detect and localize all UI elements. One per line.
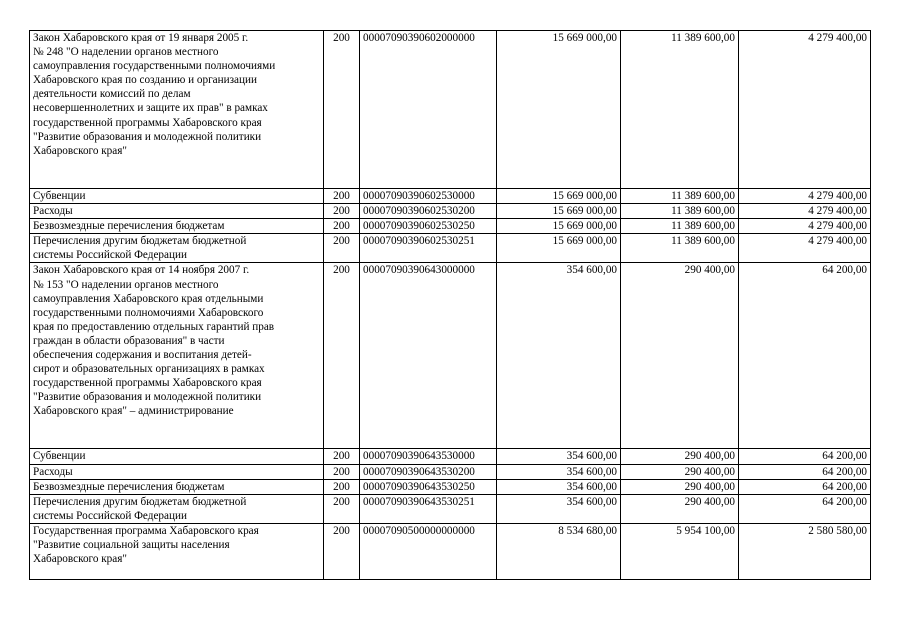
value-1: 15 669 000,00: [497, 234, 621, 263]
admin-code: 200: [324, 234, 360, 263]
classification-code: 00007090390643530200: [360, 464, 497, 479]
admin-code: 200: [324, 219, 360, 234]
value-3: 4 279 400,00: [739, 204, 871, 219]
admin-code: 200: [324, 523, 360, 579]
value-1: 354 600,00: [497, 464, 621, 479]
admin-code: 200: [324, 263, 360, 449]
budget-table: [29, 30, 871, 580]
value-2: 11 389 600,00: [621, 234, 739, 263]
table-row: [30, 464, 871, 479]
value-1: 15 669 000,00: [497, 31, 621, 189]
value-3: 4 279 400,00: [739, 31, 871, 189]
row-name: Субвенции: [30, 189, 324, 204]
admin-code: 200: [324, 449, 360, 464]
value-2: 11 389 600,00: [621, 204, 739, 219]
classification-code: 00007090390602530000: [360, 189, 497, 204]
row-name: Закон Хабаровского края от 19 января 2005 г. № 248 "О наделении органов местного самоуправления государственными полномочиями Хабаровского края по созданию и организации деятельности комиссий по делам несовершеннолетних и защите их прав" в рамках государственной программы Хабаровского края "Развитие образования и молодежной политики Хабаровского края": [30, 31, 324, 189]
admin-code: 200: [324, 31, 360, 189]
value-1: 354 600,00: [497, 263, 621, 449]
row-name: Закон Хабаровского края от 14 ноября 2007 г. № 153 "О наделении органов местного самоуправления Хабаровского края отдельными государственными полномочиями Хабаровского края по предоставлению отдельных гарантий прав граждан в области образования" в части обеспечения содержания и воспитания детей- сирот и образовательных организациях в рамках государственной программы Хабаровского края "Развитие образования и молодежной политики Хабаровского края" – администрирование: [30, 263, 324, 449]
admin-code: 200: [324, 204, 360, 219]
classification-code: 00007090390643530000: [360, 449, 497, 464]
value-2: 290 400,00: [621, 263, 739, 449]
row-name: Расходы: [30, 204, 324, 219]
classification-code: 00007090390643000000: [360, 263, 497, 449]
value-3: 64 200,00: [739, 263, 871, 449]
admin-code: 200: [324, 479, 360, 494]
value-2: 5 954 100,00: [621, 523, 739, 579]
admin-code: 200: [324, 464, 360, 479]
value-3: 4 279 400,00: [739, 189, 871, 204]
table-row: [30, 494, 871, 523]
value-1: 8 534 680,00: [497, 523, 621, 579]
admin-code: 200: [324, 494, 360, 523]
value-3: 64 200,00: [739, 494, 871, 523]
value-1: 354 600,00: [497, 449, 621, 464]
classification-code: 00007090390643530250: [360, 479, 497, 494]
value-2: 290 400,00: [621, 449, 739, 464]
table-row: [30, 449, 871, 464]
value-2: 11 389 600,00: [621, 31, 739, 189]
classification-code: 00007090500000000000: [360, 523, 497, 579]
value-3: 4 279 400,00: [739, 234, 871, 263]
table-row: [30, 189, 871, 204]
admin-code: 200: [324, 189, 360, 204]
value-2: 290 400,00: [621, 494, 739, 523]
classification-code: 00007090390602000000: [360, 31, 497, 189]
value-3: 64 200,00: [739, 479, 871, 494]
value-2: 11 389 600,00: [621, 219, 739, 234]
value-3: 4 279 400,00: [739, 219, 871, 234]
row-name: Государственная программа Хабаровского края "Развитие социальной защиты населения Хабаровского края": [30, 523, 324, 579]
classification-code: 00007090390643530251: [360, 494, 497, 523]
value-1: 354 600,00: [497, 479, 621, 494]
table-row: [30, 479, 871, 494]
value-2: 290 400,00: [621, 464, 739, 479]
value-3: 2 580 580,00: [739, 523, 871, 579]
value-1: 354 600,00: [497, 494, 621, 523]
row-name: Перечисления другим бюджетам бюджетной системы Российской Федерации: [30, 234, 324, 263]
value-3: 64 200,00: [739, 449, 871, 464]
value-2: 11 389 600,00: [621, 189, 739, 204]
value-3: 64 200,00: [739, 464, 871, 479]
table-row: [30, 234, 871, 263]
classification-code: 00007090390602530251: [360, 234, 497, 263]
value-1: 15 669 000,00: [497, 219, 621, 234]
classification-code: 00007090390602530200: [360, 204, 497, 219]
value-2: 290 400,00: [621, 479, 739, 494]
table-row: [30, 204, 871, 219]
row-name: Безвозмездные перечисления бюджетам: [30, 479, 324, 494]
row-name: Расходы: [30, 464, 324, 479]
table-row: [30, 219, 871, 234]
table-row: [30, 523, 871, 579]
table-row: [30, 31, 871, 189]
row-name: Перечисления другим бюджетам бюджетной системы Российской Федерации: [30, 494, 324, 523]
table-row: [30, 263, 871, 449]
classification-code: 00007090390602530250: [360, 219, 497, 234]
row-name: Субвенции: [30, 449, 324, 464]
row-name: Безвозмездные перечисления бюджетам: [30, 219, 324, 234]
value-1: 15 669 000,00: [497, 204, 621, 219]
value-1: 15 669 000,00: [497, 189, 621, 204]
